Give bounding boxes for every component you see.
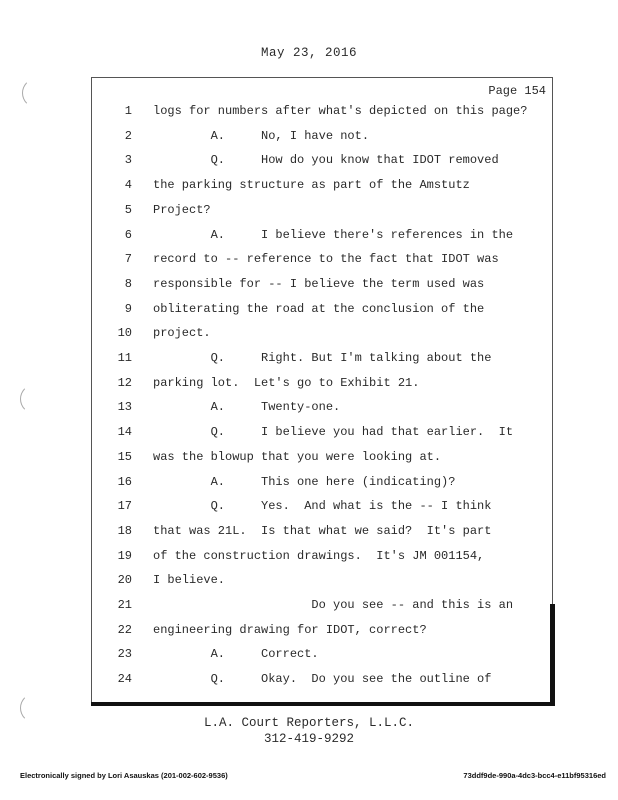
- line-text: A. I believe there's references in the: [153, 227, 514, 242]
- line-number: 13: [117, 400, 132, 415]
- line-text: the parking structure as part of the Amstutz: [153, 178, 470, 193]
- transcript-line: [0, 153, 618, 173]
- line-text: was the blowup that you were looking at.: [153, 449, 442, 464]
- line-text: Q. Yes. And what is the -- I think: [153, 499, 492, 514]
- line-text: engineering drawing for IDOT, correct?: [153, 622, 427, 637]
- line-number: 1: [124, 104, 132, 118]
- line-text: obliterating the road at the conclusion of the: [153, 301, 485, 316]
- transcript-line: [0, 425, 618, 445]
- transcript-line: [0, 277, 618, 297]
- transcript-line: [0, 499, 618, 519]
- transcript-line: [0, 228, 618, 248]
- transcript-line: [0, 549, 618, 569]
- line-number: 20: [117, 573, 132, 588]
- deposition-date: May 23, 2016: [260, 46, 357, 60]
- line-number: 21: [117, 598, 132, 612]
- line-number: 24: [117, 672, 132, 687]
- transcript-line: [0, 524, 618, 544]
- transcript-line: [0, 326, 618, 346]
- line-number: 16: [117, 474, 132, 489]
- transcript-line: [0, 573, 618, 593]
- line-text: A. This one here (indicating)?: [153, 474, 456, 489]
- line-number: 22: [117, 622, 132, 637]
- line-text: responsible for -- I believe the term used was: [153, 276, 485, 291]
- line-text: record to -- reference to the fact that IDOT was: [153, 252, 499, 267]
- line-number: 14: [117, 425, 132, 440]
- transcript-line: [0, 647, 618, 667]
- line-text: parking lot. Let's go to Exhibit 21.: [153, 375, 420, 390]
- line-number: 4: [124, 178, 132, 193]
- line-text: Q. I believe you had that earlier. It: [153, 425, 514, 440]
- transcript-line: [0, 178, 618, 198]
- electronic-signature: Electronically signed by Lori Asauskas (201-002-602-9536): [20, 771, 228, 780]
- line-text: A. Twenty-one.: [153, 400, 341, 415]
- transcript-line: [0, 598, 618, 618]
- frame-shadow-bottom: [91, 702, 555, 706]
- line-text: I believe.: [153, 573, 226, 588]
- transcript-line: [0, 351, 618, 371]
- line-text: Project?: [153, 202, 211, 217]
- transcript-line: [0, 623, 618, 643]
- line-number: 5: [124, 202, 132, 217]
- line-number: 9: [124, 301, 132, 316]
- transcript-line: [0, 450, 618, 470]
- transcript-line: [0, 104, 618, 124]
- transcript-line: [0, 376, 618, 396]
- line-text: logs for numbers after what's depicted on this page?: [153, 104, 528, 118]
- line-number: 6: [124, 227, 132, 242]
- line-text: Q. How do you know that IDOT removed: [153, 153, 499, 168]
- transcript-line: [0, 129, 618, 149]
- line-text: Q. Right. But I'm talking about the: [153, 351, 492, 365]
- transcript-line: [0, 672, 618, 692]
- line-number: 12: [117, 375, 132, 390]
- line-number: 10: [117, 326, 132, 341]
- line-text: Do you see -- and this is an: [153, 598, 514, 612]
- line-text: A. No, I have not.: [153, 128, 370, 143]
- line-number: 18: [117, 523, 132, 538]
- reporter-firm: L.A. Court Reporters, L.L.C.: [203, 716, 415, 730]
- line-number: 2: [124, 128, 132, 143]
- page-number: Page 154: [488, 84, 546, 98]
- line-text: that was 21L. Is that what we said? It's part: [153, 523, 492, 538]
- line-text: project.: [153, 326, 211, 341]
- line-text: A. Correct.: [153, 647, 319, 662]
- line-number: 8: [124, 276, 132, 291]
- transcript-line: [0, 203, 618, 223]
- line-number: 7: [124, 252, 132, 267]
- transcript-line: [0, 252, 618, 272]
- line-number: 17: [117, 499, 132, 514]
- line-text: Q. Okay. Do you see the outline of: [153, 672, 492, 687]
- line-number: 3: [124, 153, 132, 168]
- line-number: 15: [117, 449, 132, 464]
- line-number: 19: [117, 548, 132, 563]
- reporter-phone: 312-419-9292: [263, 732, 354, 746]
- line-text: of the construction drawings. It's JM 001154,: [153, 548, 485, 563]
- document-hash: 73ddf9de-990a-4dc3-bcc4-e11bf95316ed: [463, 771, 606, 780]
- line-number: 23: [117, 647, 132, 662]
- transcript-line: [0, 400, 618, 420]
- line-number: 11: [117, 351, 132, 365]
- transcript-line: [0, 475, 618, 495]
- transcript-line: [0, 302, 618, 322]
